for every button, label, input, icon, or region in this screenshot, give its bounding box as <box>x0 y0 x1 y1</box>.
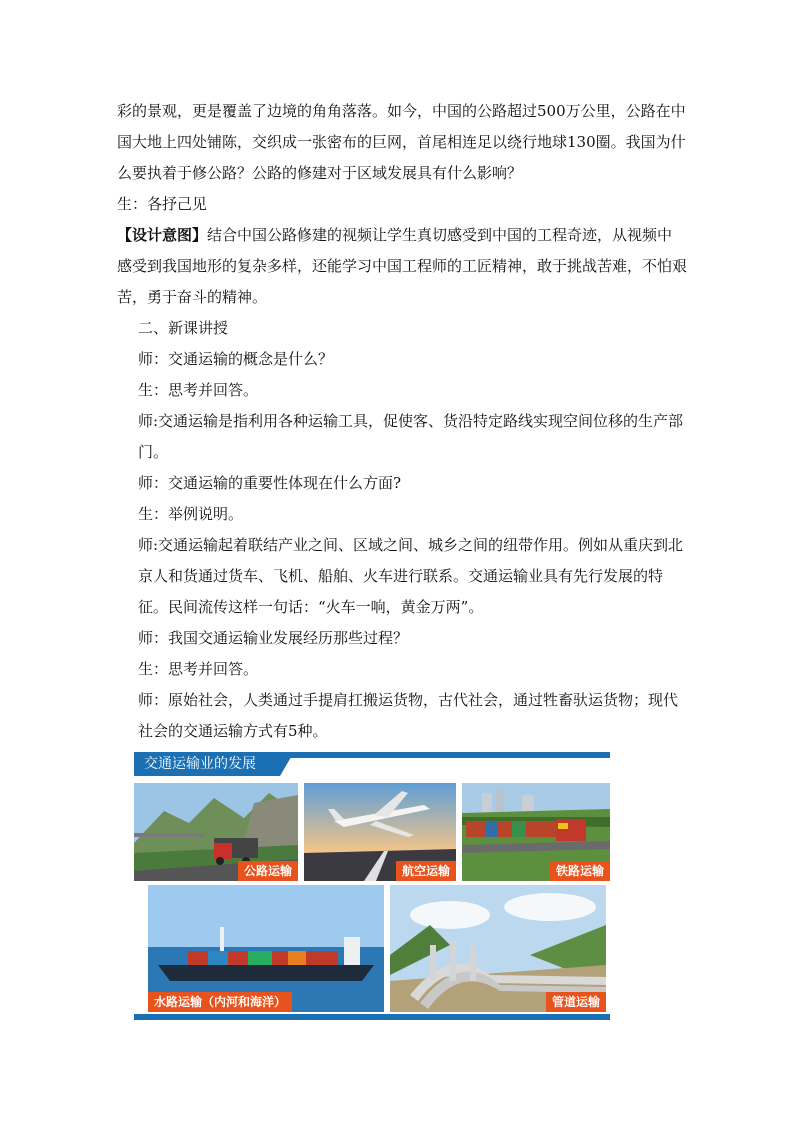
photo-road <box>134 783 298 881</box>
figure-bottom-bar <box>134 1014 610 1020</box>
caption-pipeline: 管道运输 <box>546 992 606 1012</box>
paragraph-dialogue: 师：交通运输的概念是什么？ <box>138 350 334 368</box>
caption-water: 水路运输（内河和海洋） <box>148 992 292 1012</box>
paragraph-dialogue: 生：思考并回答。 <box>138 660 259 678</box>
design-intent-text: 结合中国公路修建的视频让学生真切感受到中国的工程奇迹，从视频中感受到我国地形的复杂多样，还能学习中国工程师的工匠精神，敢于挑战苦难，不怕艰苦，勇于奋斗的精神。 <box>117 226 688 306</box>
paragraph-dialogue: 师:交通运输起着联结产业之间、区域之间、城乡之间的纽带作用。例如从重庆到北京人和货通过货车、飞机、船舶、火车进行联系。交通运输业具有先行发展的特征。民间流传这样一句话：“火车一响，黄金万两”。 <box>138 536 684 616</box>
caption-rail: 铁路运输 <box>550 861 610 881</box>
paragraph-dialogue: 师：交通运输的重要性体现在什么方面? <box>138 474 402 492</box>
paragraph-dialogue: 生：举例说明。 <box>138 505 244 523</box>
figure-header <box>134 752 610 776</box>
photo-rail <box>462 783 610 881</box>
transport-figure <box>134 752 610 1020</box>
photo-water <box>148 885 384 1012</box>
figure-title: 交通运输业的发展 <box>134 752 280 776</box>
photo-pipeline <box>390 885 606 1012</box>
caption-road: 公路运输 <box>238 861 298 881</box>
section-heading: 二、新课讲授 <box>138 319 229 337</box>
paragraph-intro: 彩的景观，更是覆盖了边境的角角落落。如今，中国的公路超过500万公里，公路在中国大地上四处铺陈，交织成一张密布的巨网，首尾相连足以绕行地球130圈。我国为什么要执着于修公路？公路的修建对于区域发展具有什么影响？ <box>117 102 686 182</box>
paragraph-student-response: 生：各抒己见 <box>117 195 208 213</box>
paragraph-dialogue: 生：思考并回答。 <box>138 381 259 399</box>
body-text <box>117 96 687 747</box>
design-intent-label: 【设计意图】 <box>117 226 208 244</box>
paragraph-dialogue: 师:交通运输是指利用各种运输工具，促使客、货沿特定路线实现空间位移的生产部门。 <box>138 412 684 461</box>
paragraph-dialogue: 师：我国交通运输业发展经历那些过程？ <box>138 629 409 647</box>
photo-air <box>304 783 456 881</box>
caption-air: 航空运输 <box>396 861 456 881</box>
paragraph-dialogue: 师：原始社会，人类通过手提肩扛搬运货物，古代社会，通过牲畜驮运货物；现代社会的交通运输方式有5种。 <box>138 691 679 740</box>
paragraph-design-intent <box>117 220 687 313</box>
